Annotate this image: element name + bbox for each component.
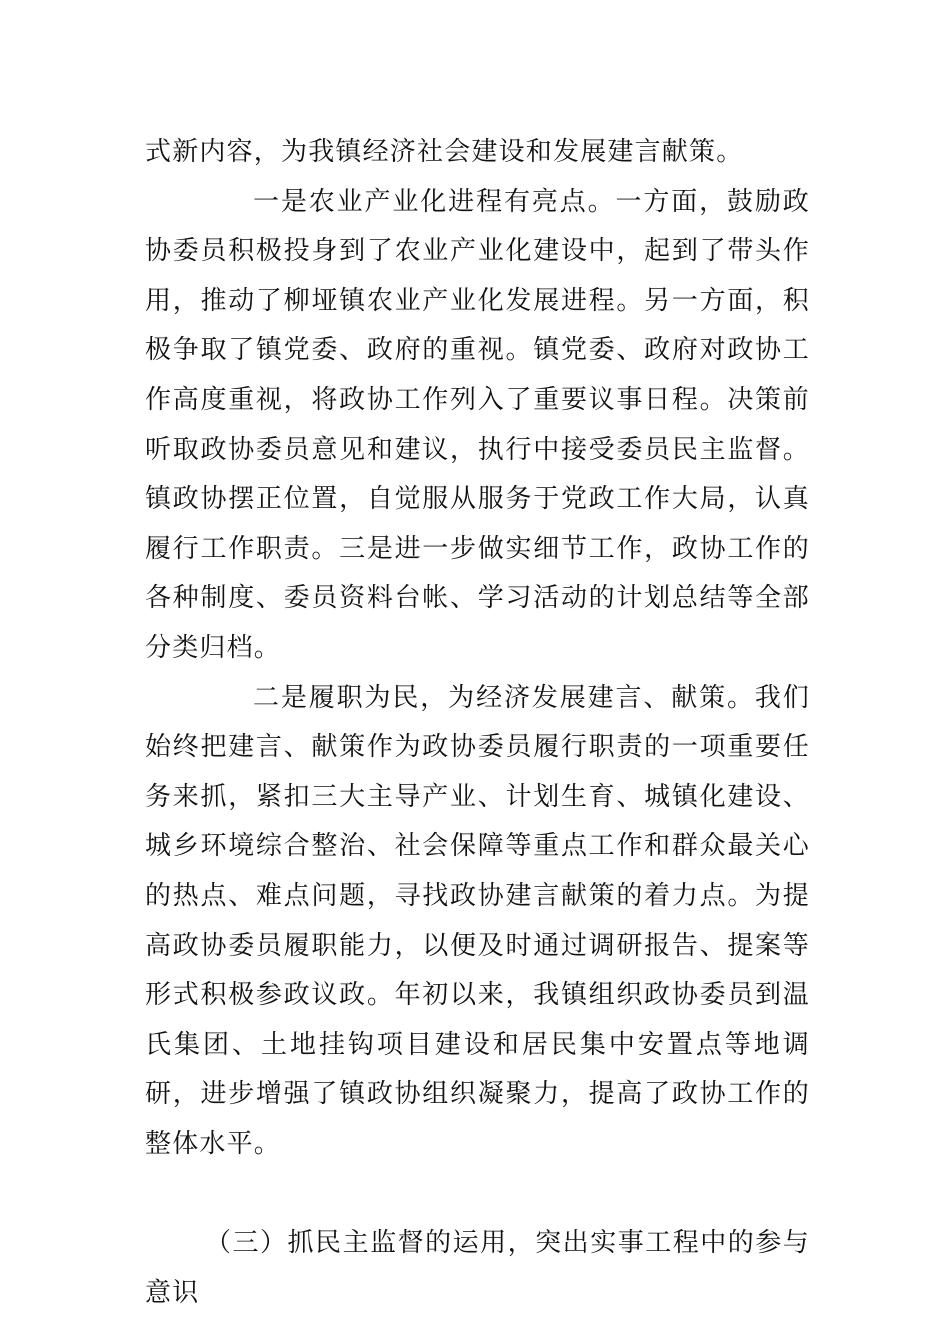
section-heading: （三）抓民主监督的运用，突出实事工程中的参与意识 (145, 1228, 810, 1309)
document-body (145, 128, 810, 1319)
paragraph-agriculture-industrialization: 一是农业产业化进程有亮点。一方面，鼓励政协委员积极投身到了农业产业化建设中，起到了带头作用，推动了柳垭镇农业产业化发展进程。另一方面，积极争取了镇党委、政府的重视。镇党委、政府对政协工作高度重视，将政协工作列入了重要议事日程。决策前听取政协委员意见和建议，执行中接受委员民主监督。镇政协摆正位置，自觉服从服务于党政工作大局，认真履行工作职责。三是进一步做实细节工作，政协工作的各种制度、委员资料台帐、学习活动的计划总结等全部分类归档。 (145, 186, 810, 663)
paragraph-serving-people: 二是履职为民，为经济发展建言、献策。我们始终把建言、献策作为政协委员履行职责的一项重要任务来抓，紧扣三大主导产业、计划生育、城镇化建设、城乡环境综合整治、社会保障等重点工作和群众最关心的热点、难点问题，寻找政协建言献策的着力点。为提高政协委员履职能力，以便及时通过调研报告、提案等形式积极参政议政。年初以来，我镇组织政协委员到温氏集团、土地挂钩项目建设和居民集中安置点等地调研，进步增强了镇政协组织凝聚力，提高了政协工作的整体水平。 (145, 682, 810, 1159)
paragraph-continuation: 式新内容，为我镇经济社会建设和发展建言献策。 (145, 137, 744, 167)
